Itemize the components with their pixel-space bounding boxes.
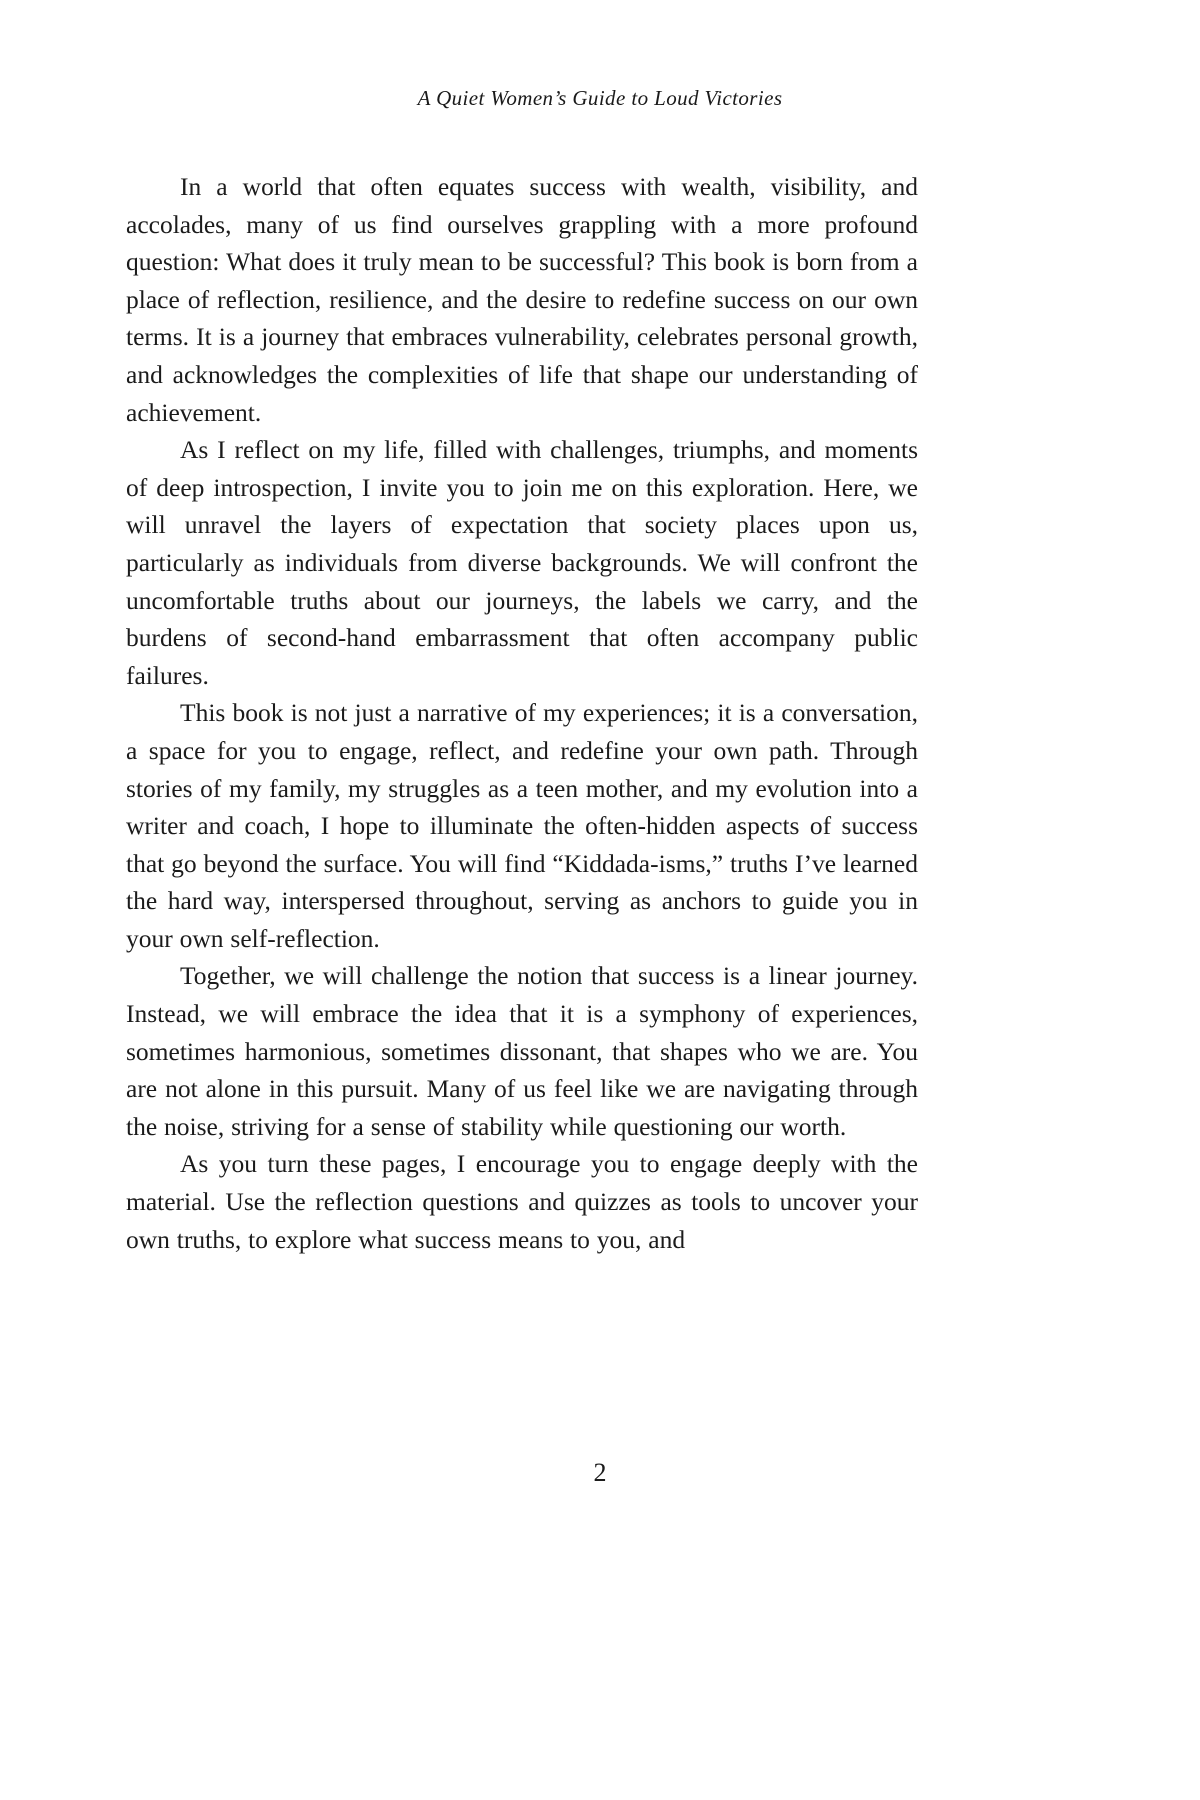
paragraph: As I reflect on my life, filled with challenges, triumphs, and moments of deep introspection, I invite you to join me on this exploration. Here, we will unravel the layers of expectation that society places upon us, particularly as individuals from diverse backgrounds. We will confront the uncomfortable truths about our journeys, the labels we carry, and the burdens of second-hand embarrassment that often accompany public failures.	[126, 435, 918, 690]
body-text-column	[126, 168, 918, 1258]
paragraph: In a world that often equates success with wealth, visibility, and accolades, many of us find ourselves grappling with a more profound question: What does it truly mean to be successful? This book is born from a place of reflection, resilience, and the desire to redefine success on our own terms. It is a journey that embraces vulnerability, celebrates personal growth, and acknowledges the complexities of life that shape our understanding of achievement.	[126, 172, 918, 427]
paragraph: This book is not just a narrative of my experiences; it is a conversation, a space for you to engage, reflect, and redefine your own path. Through stories of my family, my struggles as a teen mother, and my evolution into a writer and coach, I hope to illuminate the often-hidden aspects of success that go beyond the surface. You will find “Kiddada-isms,” truths I’ve learned the hard way, interspersed throughout, serving as anchors to guide you in your own self-reflection.	[126, 698, 918, 953]
paragraph: As you turn these pages, I encourage you to engage deeply with the material. Use the reflection questions and quizzes as tools to uncover your own truths, to explore what success means to you, and	[126, 1149, 918, 1254]
page-number: 2	[593, 1458, 607, 1487]
running-header: A Quiet Women’s Guide to Loud Victories	[417, 86, 783, 110]
paragraph: Together, we will challenge the notion that success is a linear journey. Instead, we will embrace the idea that it is a symphony of experiences, sometimes harmonious, sometimes dissonant, that shapes who we are. You are not alone in this pursuit. Many of us feel like we are navigating through the noise, striving for a sense of stability while questioning our worth.	[126, 961, 918, 1141]
